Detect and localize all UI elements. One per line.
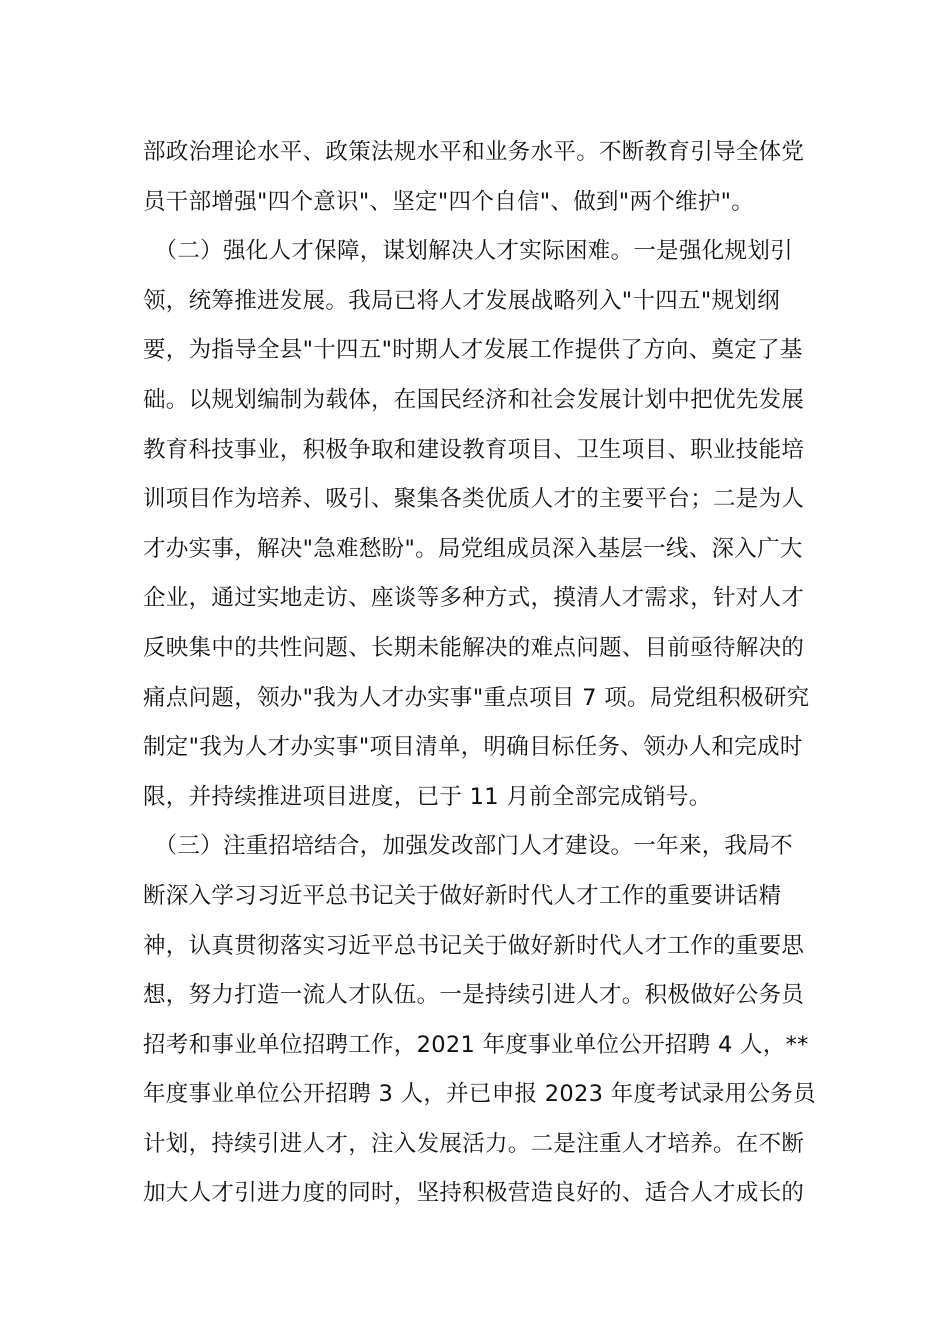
text-line: 础。以规划编制为载体，在国民经济和社会发展计划中把优先发展 xyxy=(143,386,805,413)
text-line: 才办实事，解决"急难愁盼"。局党组成员深入基层一线、深入广大 xyxy=(143,535,803,562)
text-line: 教育科技事业，积极争取和建设教育项目、卫生项目、职业技能培 xyxy=(143,436,805,463)
text-line: 招考和事业单位招聘工作，2021 年度事业单位公开招聘 4 人，** xyxy=(143,1031,809,1058)
text-line: 限，并持续推进项目进度，已于 11 月前全部完成销号。 xyxy=(143,783,712,810)
text-line: 断深入学习习近平总书记关于做好新时代人才工作的重要讲话精 xyxy=(143,882,782,909)
text-line: 加大人才引进力度的同时，坚持积极营造良好的、适合人才成长的 xyxy=(143,1180,805,1207)
text-line: 要，为指导全县"十四五"时期人才发展工作提供了方向、奠定了基 xyxy=(143,337,803,364)
text-line: 部政治理论水平、政策法规水平和业务水平。不断教育引导全体党 xyxy=(143,139,805,165)
text-line: 训项目作为培养、吸引、聚集各类优质人才的主要平台；二是为人 xyxy=(143,486,805,513)
text-line: 痛点问题，领办"我为人才办实事"重点项目 7 项。局党组积极研究 xyxy=(143,684,810,711)
text-line: 领，统筹推进发展。我局已将人才发展战略列入"十四五"规划纲 xyxy=(143,287,780,314)
text-line: 神，认真贯彻落实习近平总书记关于做好新时代人才工作的重要思 xyxy=(143,932,805,959)
text-line: 制定"我为人才办实事"项目清单，明确目标任务、领办人和完成时 xyxy=(143,734,803,761)
text-line: 想，努力打造一流人才队伍。一是持续引进人才。积极做好公务员 xyxy=(143,982,805,1009)
text-line: 计划，持续引进人才，注入发展活力。二是注重人才培养。在不断 xyxy=(143,1130,805,1157)
text-line: 企业，通过实地走访、座谈等多种方式，摸清人才需求，针对人才 xyxy=(143,585,805,612)
text-line: 反映集中的共性问题、长期未能解决的难点问题、目前亟待解决的 xyxy=(143,634,805,661)
body-text xyxy=(143,128,816,1219)
text-line: （二）强化人才保障，谋划解决人才实际困难。一是强化规划引 xyxy=(143,238,793,265)
text-line: （三）注重招培结合，加强发改部门人才建设。一年来，我局不 xyxy=(143,833,793,860)
text-line: 员干部增强"四个意识"、坚定"四个自信"、做到"两个维护"。 xyxy=(143,188,755,215)
text-line: 年度事业单位公开招聘 3 人，并已申报 2023 年度考试录用公务员 xyxy=(143,1081,816,1108)
